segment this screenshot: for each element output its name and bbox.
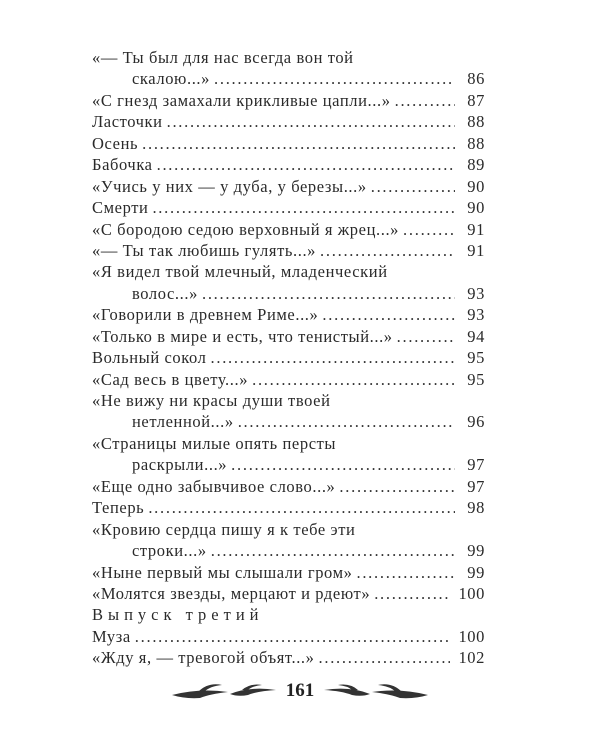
toc-entry[interactable] (92, 240, 485, 261)
toc-entry[interactable] (92, 326, 485, 347)
ornament-right-icon (320, 680, 430, 702)
dot-leader (148, 497, 455, 518)
dot-leader (356, 562, 455, 583)
entry-title: «Учись у них — у дуба, у березы...» (92, 176, 367, 196)
dot-leader (319, 647, 451, 668)
entry-title: Теперь (92, 498, 145, 518)
entry-title: скалою...» (132, 69, 210, 89)
toc-entry[interactable] (92, 176, 485, 197)
toc-entry[interactable] (92, 111, 485, 132)
entry-title: строки...» (132, 541, 207, 561)
entry-page-number: 95 (467, 369, 485, 389)
toc-entry[interactable] (92, 219, 485, 240)
entry-page-number: 94 (467, 326, 485, 346)
entry-title: волос...» (132, 283, 198, 303)
entry-page-number: 90 (467, 198, 485, 218)
entry-page-number: 99 (467, 541, 485, 561)
entry-page-number: 87 (467, 90, 485, 110)
entry-title: «— Ты так любишь гулять...» (92, 240, 317, 260)
entry-page-number: 90 (467, 176, 485, 196)
entry-title: «С бородою седою верховный я жрец...» (92, 219, 400, 239)
ornament-left-icon (170, 680, 280, 702)
toc-entry[interactable] (92, 519, 485, 540)
toc-entry[interactable] (92, 562, 485, 583)
entry-title: «Говорили в древнем Риме...» (92, 305, 319, 325)
entry-page-number: 88 (467, 112, 485, 132)
toc-entry[interactable] (92, 497, 485, 518)
toc-entry[interactable] (92, 476, 485, 497)
dot-leader (231, 454, 455, 475)
dot-leader (157, 154, 455, 175)
toc-entry[interactable] (92, 154, 485, 175)
entry-title: раскрыли...» (132, 455, 228, 475)
page-number: 161 (285, 680, 315, 701)
entry-title: «Не вижу ни красы души твоей (92, 391, 331, 410)
dot-leader (214, 68, 455, 89)
entry-title: Бабочка (92, 155, 153, 175)
entry-page-number: 98 (467, 498, 485, 518)
dot-leader (252, 369, 455, 390)
table-of-contents (92, 47, 485, 669)
entry-title: «— Ты был для нас всегда вон той (92, 48, 354, 67)
toc-entry[interactable] (92, 369, 485, 390)
entry-title: «Сад весь в цвету...» (92, 369, 249, 389)
entry-title: «Молятся звезды, мерцают и рдеют» (92, 583, 371, 603)
entry-page-number: 102 (458, 648, 485, 668)
entry-page-number: 91 (467, 240, 485, 260)
entry-page-number: 97 (467, 476, 485, 496)
entry-title: «Я видел твой млечный, младенческий (92, 262, 388, 282)
entry-page-number: 93 (467, 305, 485, 325)
dot-leader (322, 304, 455, 325)
toc-entry[interactable] (92, 454, 485, 475)
entry-page-number: 91 (467, 219, 485, 239)
dot-leader (339, 476, 455, 497)
entry-title: Вольный сокол (92, 348, 207, 368)
entry-title: «Ныне первый мы слышали гром» (92, 562, 353, 582)
entry-title: «Кровию сердца пишу я к тебе эти (92, 519, 356, 539)
toc-entry[interactable] (92, 304, 485, 325)
entry-title: Смерти (92, 198, 149, 218)
dot-leader (167, 111, 455, 132)
dot-leader (211, 540, 455, 561)
toc-entry[interactable] (92, 390, 485, 411)
entry-page-number: 95 (467, 348, 485, 368)
entry-page-number: 86 (467, 69, 485, 89)
toc-entry[interactable] (92, 90, 485, 111)
entry-title: «Страницы милые опять персты (92, 433, 337, 453)
entry-page-number: 89 (467, 155, 485, 175)
toc-entry[interactable] (92, 47, 485, 68)
entry-title: «Жду я, — тревогой объят...» (92, 648, 315, 668)
dot-leader (202, 283, 455, 304)
dot-leader (238, 411, 455, 432)
toc-entry[interactable] (92, 283, 485, 304)
entry-page-number: 93 (467, 283, 485, 303)
toc-entry[interactable] (92, 433, 485, 454)
entry-title: «С гнезд замахали крикливые цапли...» (92, 90, 391, 110)
toc-entry[interactable] (92, 261, 485, 282)
entry-title: «Только в мире и есть, что тенистый...» (92, 326, 393, 346)
dot-leader (371, 176, 455, 197)
toc-entry[interactable] (92, 133, 485, 154)
entry-page-number: 97 (467, 455, 485, 475)
toc-entry[interactable] (92, 68, 485, 89)
toc-entry[interactable] (92, 197, 485, 218)
toc-entry[interactable] (92, 347, 485, 368)
entry-page-number: 99 (467, 562, 485, 582)
entry-page-number: 88 (467, 133, 485, 153)
dot-leader (403, 219, 455, 240)
entry-page-number: 96 (467, 412, 485, 432)
dot-leader (211, 347, 456, 368)
dot-leader (397, 326, 455, 347)
toc-entry[interactable] (92, 583, 485, 604)
entry-page-number: 100 (458, 626, 485, 646)
entry-title: Ласточки (92, 112, 163, 132)
dot-leader (152, 197, 455, 218)
section-heading: Выпуск третий (92, 605, 264, 625)
entry-title: Осень (92, 133, 139, 153)
toc-entry[interactable] (92, 626, 485, 647)
toc-entry[interactable] (92, 540, 485, 561)
toc-entry[interactable] (92, 647, 485, 668)
entry-page-number: 100 (458, 583, 485, 603)
dot-leader (142, 133, 455, 154)
page-footer (0, 676, 600, 706)
entry-title: нетленной...» (132, 412, 234, 432)
entry-title: «Еще одно забывчивое слово...» (92, 476, 336, 496)
toc-entry[interactable] (92, 411, 485, 432)
entry-title: Муза (92, 626, 131, 646)
dot-leader (374, 583, 450, 604)
dot-leader (135, 626, 451, 647)
dot-leader (320, 240, 455, 261)
dot-leader (395, 90, 455, 111)
